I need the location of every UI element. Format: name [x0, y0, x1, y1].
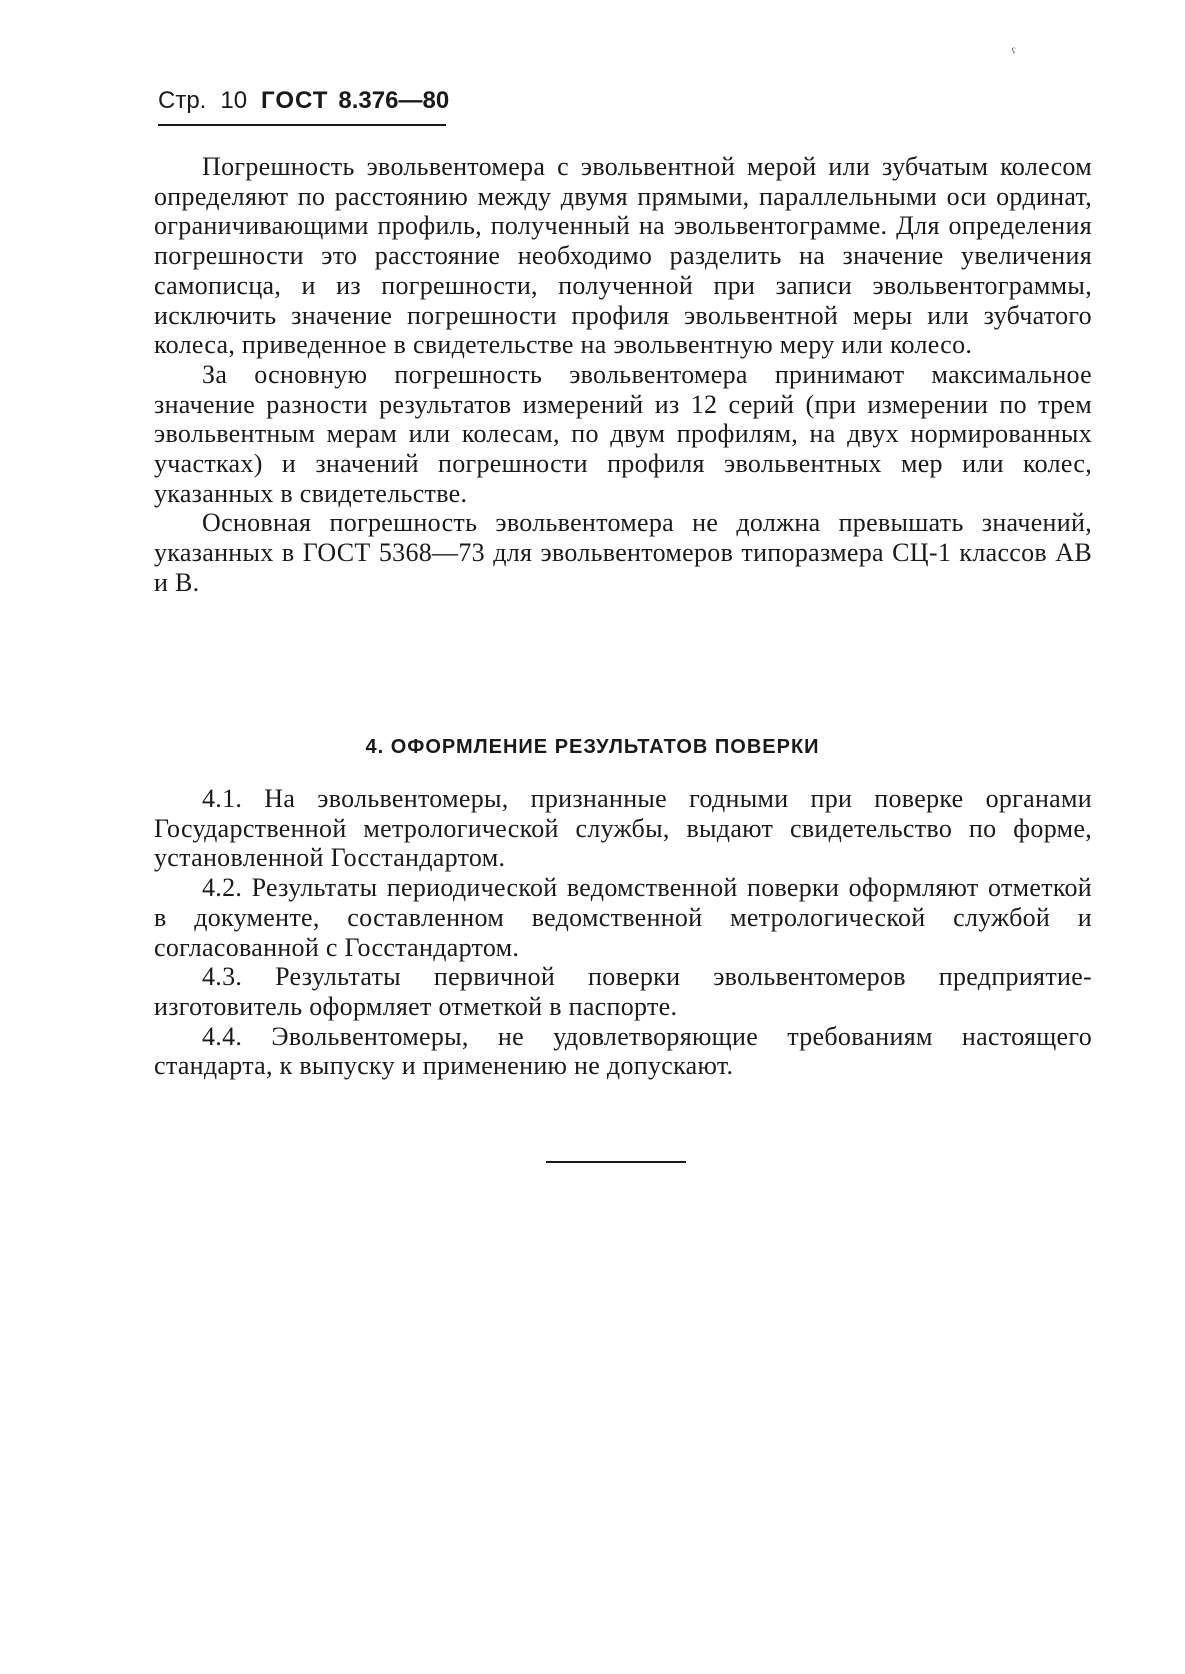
section-heading: 4. ОФОРМЛЕНИЕ РЕЗУЛЬТАТОВ ПОВЕРКИ	[365, 736, 820, 758]
running-header	[158, 86, 449, 116]
standard-label: ГОСТ	[261, 87, 329, 114]
clause-4-1: 4.1. На эвольвентомеры, признанные годными при поверке органами Государственной метрологической службы, выдают свидетельство по форме, установленной Госстандартом.	[154, 784, 1092, 873]
clause-4-4: 4.4. Эвольвентомеры, не удовлетворяющие требованиям настоящего стандарта, к выпуску и применению не допускают.	[154, 1021, 1092, 1081]
page-label: Стр.	[158, 87, 207, 114]
end-rule	[546, 1161, 686, 1163]
clause-4-3: 4.3. Результаты первичной поверки эвольвентомеров предприятие-изготовитель оформляет отметкой в паспорте.	[154, 962, 1092, 1021]
corner-mark: ˁ	[1012, 46, 1016, 61]
paragraph-error-limit: Основная погрешность эвольвентомера не должна превышать значений, указанных в ГОСТ 5368—73 для эвольвентомеров типоразмера СЦ-1 классов АВ и В.	[154, 508, 1092, 597]
text-block-section-4	[154, 784, 1092, 1081]
clause-4-2: 4.2. Результаты периодической ведомственной поверки оформляют отметкой в документе, составленном ведомственной метрологической службой и согласованной с Госстандартом.	[154, 873, 1092, 962]
standard-number: 8.376—80	[338, 87, 450, 114]
header-rule	[158, 124, 446, 126]
paragraph-basic-error-definition: За основную погрешность эвольвентомера принимают максимальное значение разности результатов измерений из 12 серий (при измерении по трем эвольвентным мерам или колесам, по двум профилям, на двух нормированных участках) и значений погрешности профиля эвольвентных мер или колес, указанных в свидетельстве.	[154, 359, 1092, 508]
paragraph-error-determination: Погрешность эвольвентомера с эвольвентной мерой или зубчатым колесом определяют по расстоянию между двумя прямыми, параллельными оси ординат, ограничивающими профиль, полученный на эвольвентограмме. Для определения погрешности это расстояние необходимо разделить на значение увеличения самописца, и из погрешности, полученной при записи эвольвентограммы, исключить значение погрешности профиля эвольвентной меры или зубчатого колеса, приведенное в свидетельстве на эвольвентную меру или колесо.	[154, 152, 1092, 360]
text-block-before-section	[154, 152, 1092, 598]
page-number: 10	[220, 87, 248, 114]
